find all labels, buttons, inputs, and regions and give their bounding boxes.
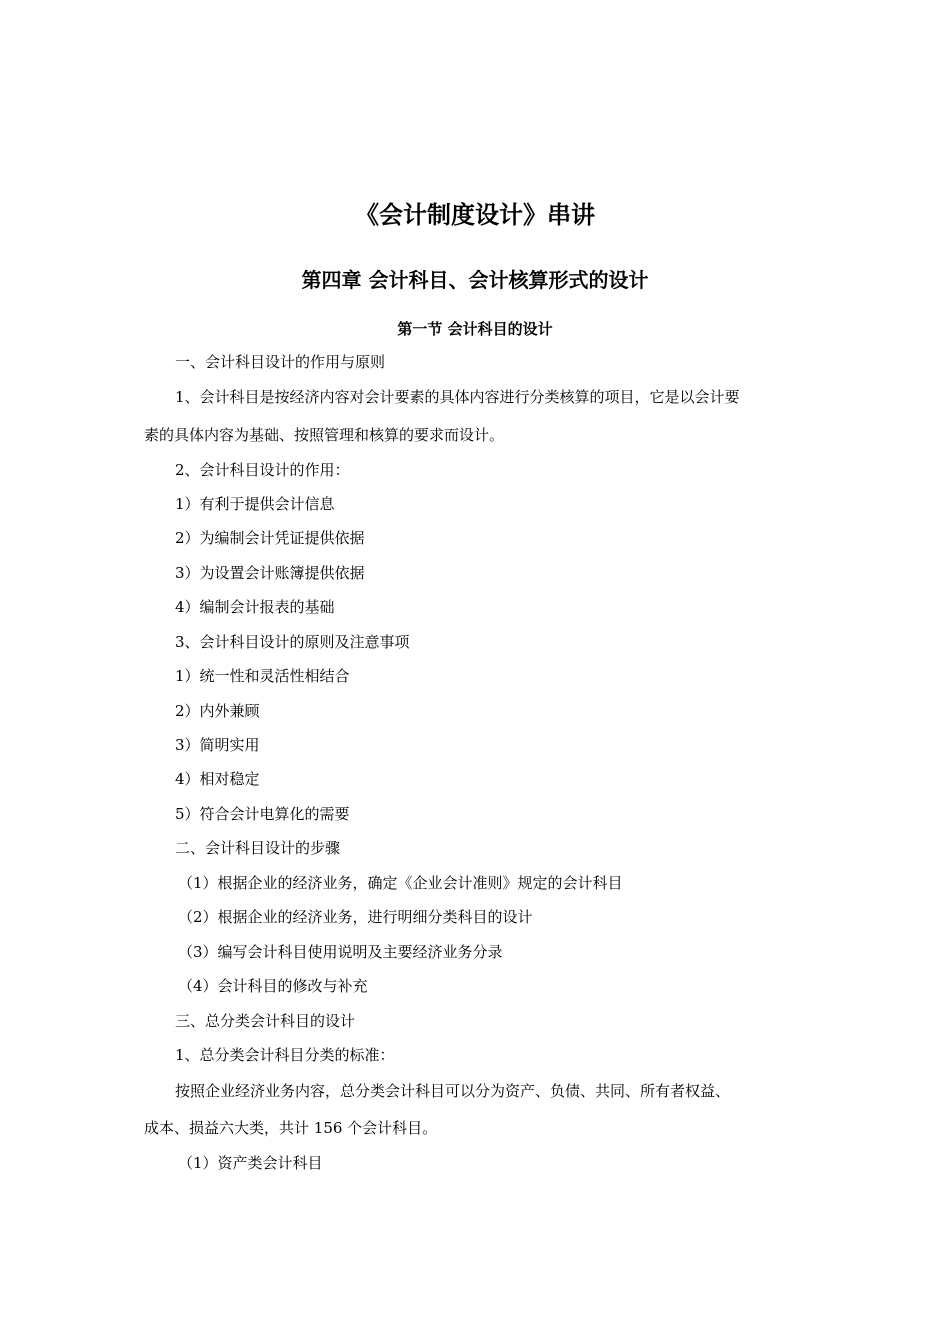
- list-item: 4）相对稳定: [175, 770, 260, 788]
- list-item: （1）根据企业的经济业务，确定《企业会计准则》规定的会计科目: [178, 874, 623, 892]
- list-item: 1）统一性和灵活性相结合: [175, 667, 350, 685]
- list-item: 5）符合会计电算化的需要: [175, 805, 350, 823]
- paragraph-line: 1、会计科目是按经济内容对会计要素的具体内容进行分类核算的项目，它是以会计要: [175, 388, 740, 406]
- list-item: （1）资产类会计科目: [178, 1154, 323, 1172]
- list-item: 1）有利于提供会计信息: [175, 495, 335, 513]
- list-heading: 3、会计科目设计的原则及注意事项: [175, 633, 410, 651]
- list-heading: 2、会计科目设计的作用：: [175, 461, 350, 479]
- list-item: 4）编制会计报表的基础: [175, 598, 335, 616]
- list-item: 2）为编制会计凭证提供依据: [175, 529, 365, 547]
- chapter-heading: 第四章 会计科目、会计核算形式的设计: [301, 268, 649, 292]
- paragraph-line: 成本、损益六大类，共计 156 个会计科目。: [144, 1119, 438, 1137]
- list-item: 3）简明实用: [175, 736, 260, 754]
- paragraph-line: 按照企业经济业务内容，总分类会计科目可以分为资产、负债、共同、所有者权益、: [175, 1082, 731, 1100]
- heading-1: 一、会计科目设计的作用与原则: [175, 353, 386, 371]
- document-title: 《会计制度设计》串讲: [355, 201, 595, 229]
- list-item: （3）编写会计科目使用说明及主要经济业务分录: [178, 943, 503, 961]
- list-item: 3）为设置会计账簿提供依据: [175, 564, 365, 582]
- heading-2: 二、会计科目设计的步骤: [175, 839, 341, 857]
- list-item: 2）内外兼顾: [175, 702, 260, 720]
- list-item: （2）根据企业的经济业务，进行明细分类科目的设计: [178, 908, 533, 926]
- section-heading: 第一节 会计科目的设计: [397, 320, 553, 338]
- paragraph-line: 素的具体内容为基础、按照管理和核算的要求而设计。: [144, 426, 505, 444]
- list-heading: 1、总分类会计科目分类的标准：: [175, 1046, 395, 1064]
- list-item: （4）会计科目的修改与补充: [178, 977, 368, 995]
- heading-3: 三、总分类会计科目的设计: [175, 1012, 356, 1030]
